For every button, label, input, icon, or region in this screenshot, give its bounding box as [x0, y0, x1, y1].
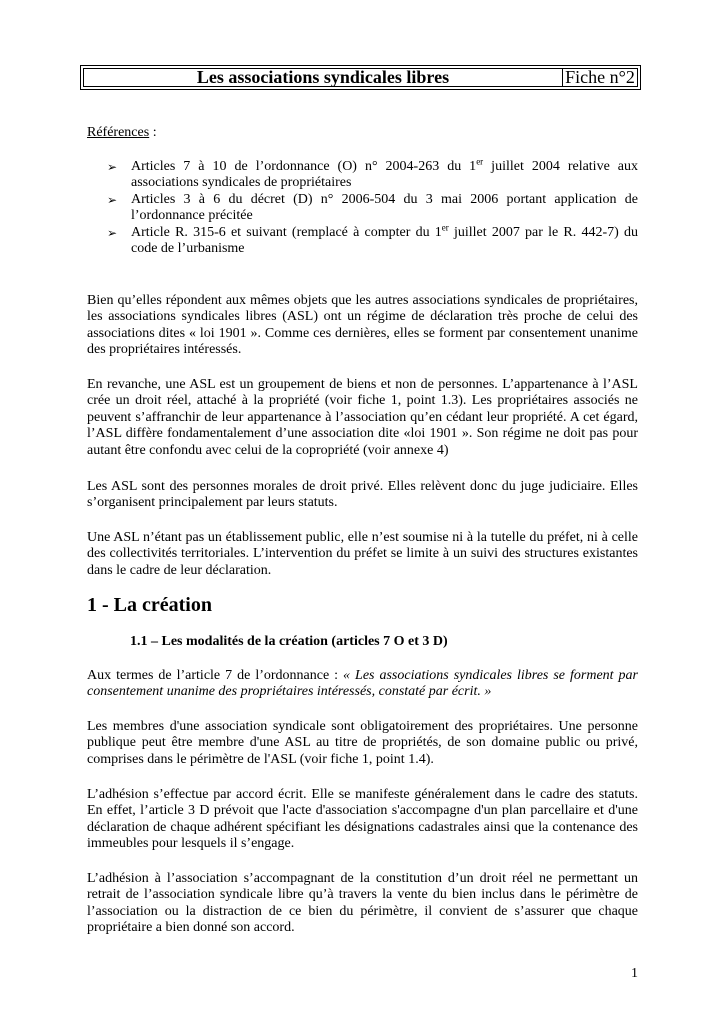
arrow-bullet-icon: ➢	[107, 192, 118, 207]
reference-line: code de l’urbanisme	[131, 241, 245, 257]
quote-intro: Aux termes de l’article 7 de l’ordonnance :	[87, 668, 344, 683]
references-list	[107, 156, 638, 257]
paragraph: L’adhésion à l’association s’accompagnant de la constitution d’un droit réel ne permettant un retrait de l’association syndicale libre qu’à travers la vente du bien inclus dans le périmètre de l’association ou la distraction de ce bien du périmètre, il convient de s’assurer que chaque propriétaire a bien donné son accord.	[87, 871, 638, 936]
paragraph: L’adhésion s’effectue par accord écrit. Elle se manifeste généralement dans le cadre des statuts. En effet, l’article 3 D prévoit que l'acte d'association s'accompagne d'un plan parcellaire et d'une déclaration de chaque adhérent spécifiant les désignations cadastrales ainsi que la contenance des immeubles pour lesquels il s’engage.	[87, 787, 638, 852]
reference-line	[131, 156, 638, 175]
reference-item	[107, 192, 638, 225]
superscript: er	[476, 156, 484, 167]
paragraph: Les ASL sont des personnes morales de droit privé. Elles relèvent donc du juge judiciaire. Elles s’organisent principalement par leurs statuts.	[87, 479, 638, 511]
reference-line: associations syndicales de propriétaires	[131, 175, 352, 191]
references-heading	[87, 125, 157, 141]
arrow-bullet-icon: ➢	[107, 160, 118, 174]
paragraph: Les membres d'une association syndicale sont obligatoirement des propriétaires. Une personne publique peut être membre d'une ASL au titre de propriétés, de son domaine public ou privé, comprises dans le périmètre de l'ASL (voir fiche 1, point 1.4).	[87, 719, 638, 767]
page-number: 1	[631, 966, 638, 981]
references-colon: :	[149, 125, 157, 140]
fiche-number: Fiche n°2	[565, 67, 635, 87]
title-frame-inner	[83, 68, 638, 87]
reference-item	[107, 156, 638, 192]
arrow-bullet-icon: ➢	[107, 225, 118, 240]
superscript: er	[441, 221, 449, 232]
reference-text: Article R. 315-6 et suivant (remplacé à compter du 1	[131, 224, 442, 240]
section-heading: 1 - La création	[87, 594, 212, 616]
quote-text: « Les associations syndicales libres se forment par consentement unanime des propriétaires intéressés, constaté par écrit. »	[87, 668, 638, 700]
reference-line	[131, 221, 638, 241]
paragraph	[87, 668, 638, 701]
title-frame	[80, 65, 641, 90]
reference-item	[107, 221, 638, 258]
document-title: Les associations syndicales libres	[84, 69, 563, 86]
reference-text: juillet 2007 par le R. 442-7) du	[448, 224, 638, 240]
paragraph: En revanche, une ASL est un groupement de biens et non de personnes. L’appartenance à l’ASL crée un droit réel, attaché à la propriété (voir fiche 1, point 1.3). Les propriétaires associés ne peuvent s’affranchir de leur appartenance à l’association qu’en cédant leur propriété. A cet égard, l’ASL diffère fondamentalement d’une association dite «loi 1901 ». Son régime ne doit pas pour autant être confondu avec celui de la copropriété (voir annexe 4)	[87, 377, 638, 458]
reference-text: juillet 2004 relative aux	[483, 159, 638, 174]
paragraph: Une ASL n’étant pas un établissement public, elle n’est soumise ni à la tutelle du préfet, ni à celle des collectivités territoriales. L’intervention du préfet se limite à un suivi des structures existantes dans le cadre de leur déclaration.	[87, 530, 638, 578]
reference-line: Articles 3 à 6 du décret (D) n° 2006-504 du 3 mai 2006 portant application de	[131, 191, 638, 207]
subsection-heading: 1.1 – Les modalités de la création (articles 7 O et 3 D)	[130, 634, 448, 649]
reference-line: l’ordonnance précitée	[131, 208, 253, 224]
references-label: Références	[87, 125, 150, 140]
paragraph: Bien qu’elles répondent aux mêmes objets que les autres associations syndicales de propriétaires, les associations syndicales libres (ASL) ont un régime de déclaration très proche de celui des associations dites « loi 1901 ». Comme ces dernières, elles se forment par consentement unanime des propriétaires intéressés.	[87, 293, 638, 358]
reference-text: Articles 7 à 10 de l’ordonnance (O) n° 2004-263 du 1	[131, 159, 477, 174]
